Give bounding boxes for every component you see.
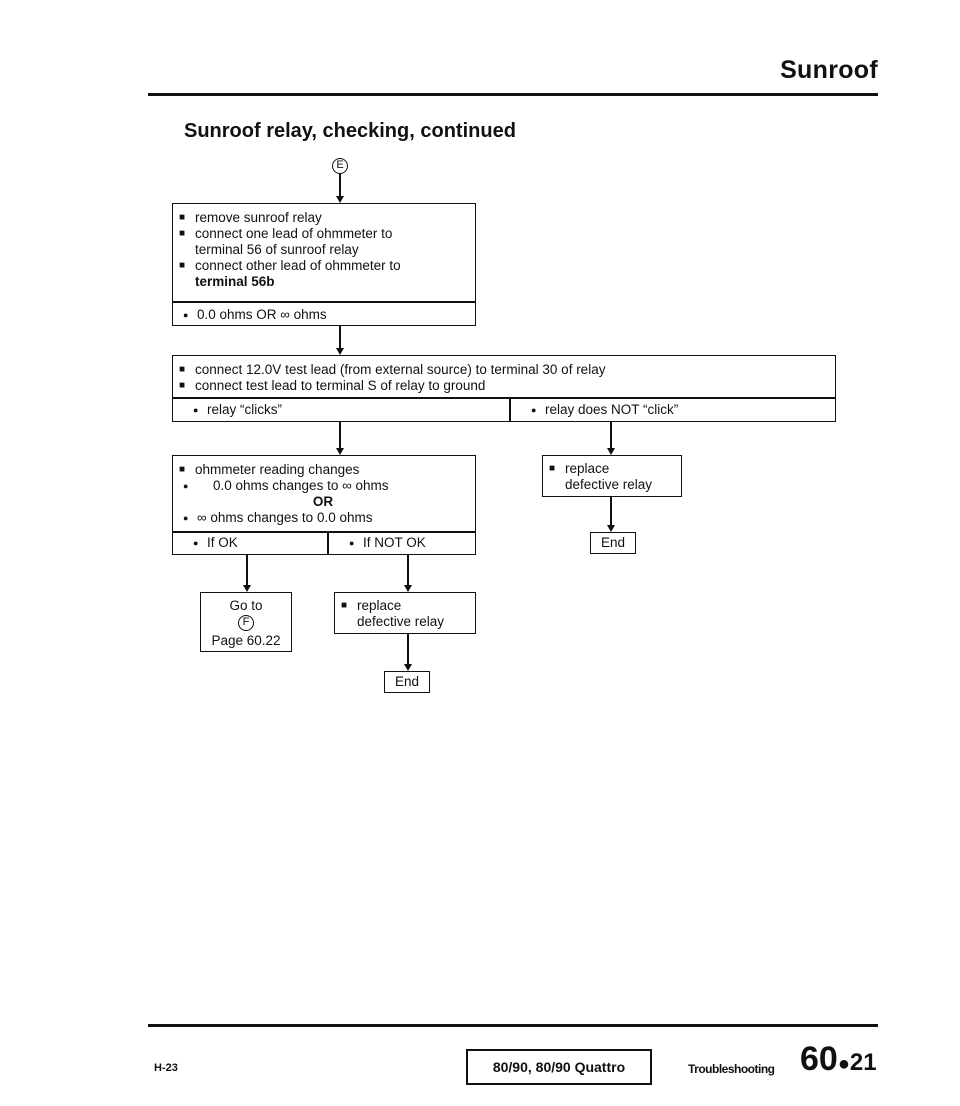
- connector-arrow: [404, 585, 412, 592]
- step2-result-clicks: ● relay “clicks”: [187, 402, 282, 418]
- footer-section: Troubleshooting: [688, 1062, 775, 1076]
- step1-item-3: ■ connect other lead of ohmmeter to: [177, 258, 401, 274]
- divider: [327, 531, 329, 554]
- step3-result-not-ok: ● If NOT OK: [343, 535, 426, 551]
- page-title: Sunroof relay, checking, continued: [184, 120, 516, 142]
- end-box-left: End: [384, 671, 430, 693]
- header-rule: [148, 93, 878, 96]
- replace-right-item: ■ replace: [547, 461, 652, 477]
- step3-line-1: ● 0.0 ohms changes to ∞ ohms: [177, 478, 469, 494]
- step3-item: ■ ohmmeter reading changes: [177, 462, 469, 478]
- replace-right-line-2: defective relay: [565, 477, 653, 492]
- footer-page-dot: ●: [837, 1053, 850, 1075]
- connector-arrow: [243, 585, 251, 592]
- end-box-right: End: [590, 532, 636, 554]
- connector-line: [407, 634, 409, 666]
- step2-result-no-click: ● relay does NOT “click”: [525, 402, 678, 418]
- divider: [509, 397, 511, 421]
- connector-arrow: [336, 348, 344, 355]
- footer-page-major: 60: [800, 1040, 838, 1078]
- connector-arrow: [336, 448, 344, 455]
- footer-rule: [148, 1024, 878, 1027]
- step3-or: OR: [312, 494, 334, 509]
- connector-line: [610, 497, 612, 527]
- replace-box-right: [542, 455, 682, 497]
- goto-line-1: Go to: [229, 598, 263, 613]
- replace-left-item: ■ replace: [339, 598, 444, 614]
- connector-arrow: [607, 525, 615, 532]
- step3-line-2: ● ∞ ohms changes to 0.0 ohms: [177, 510, 469, 526]
- connector-line: [610, 422, 612, 450]
- connector-line: [407, 555, 409, 587]
- goto-marker: F: [238, 615, 254, 631]
- footer-page-minor: 21: [849, 1049, 877, 1076]
- step1-item-1: ■ remove sunroof relay: [177, 210, 401, 226]
- step1-item-2: ■ connect one lead of ohmmeter to: [177, 226, 401, 242]
- goto-box: [200, 592, 292, 652]
- goto-page: Page 60.22: [211, 633, 281, 648]
- step2-item-1: ■ connect 12.0V test lead (from external source) to terminal 30 of relay: [177, 362, 605, 378]
- start-marker: E: [332, 158, 348, 174]
- connector-arrow: [404, 664, 412, 671]
- connector-arrow: [607, 448, 615, 455]
- step1-result: ● 0.0 ohms OR ∞ ohms: [177, 307, 327, 323]
- step1-item-2-cont: terminal 56 of sunroof relay: [195, 242, 359, 257]
- connector-line: [339, 422, 341, 450]
- divider: [173, 301, 475, 303]
- divider: [173, 397, 835, 399]
- footer-model-box: 80/90, 80/90 Quattro: [466, 1049, 652, 1085]
- divider: [173, 531, 475, 533]
- connector-line: [339, 326, 341, 350]
- header-section-title: Sunroof: [780, 56, 878, 84]
- footer-code: H-23: [154, 1062, 178, 1074]
- step-box-3: [172, 455, 476, 555]
- replace-box-left: [334, 592, 476, 634]
- connector-line: [339, 174, 341, 198]
- step-box-2: [172, 355, 836, 422]
- connector-arrow: [336, 196, 344, 203]
- footer-page-number: [800, 1040, 877, 1079]
- step2-item-2: ■ connect test lead to terminal S of relay to ground: [177, 378, 605, 394]
- replace-left-line-2: defective relay: [357, 614, 445, 629]
- step-box-1: [172, 203, 476, 326]
- step1-item-3-cont: terminal 56b: [195, 274, 275, 289]
- connector-line: [246, 555, 248, 587]
- step3-result-ok: ● If OK: [187, 535, 238, 551]
